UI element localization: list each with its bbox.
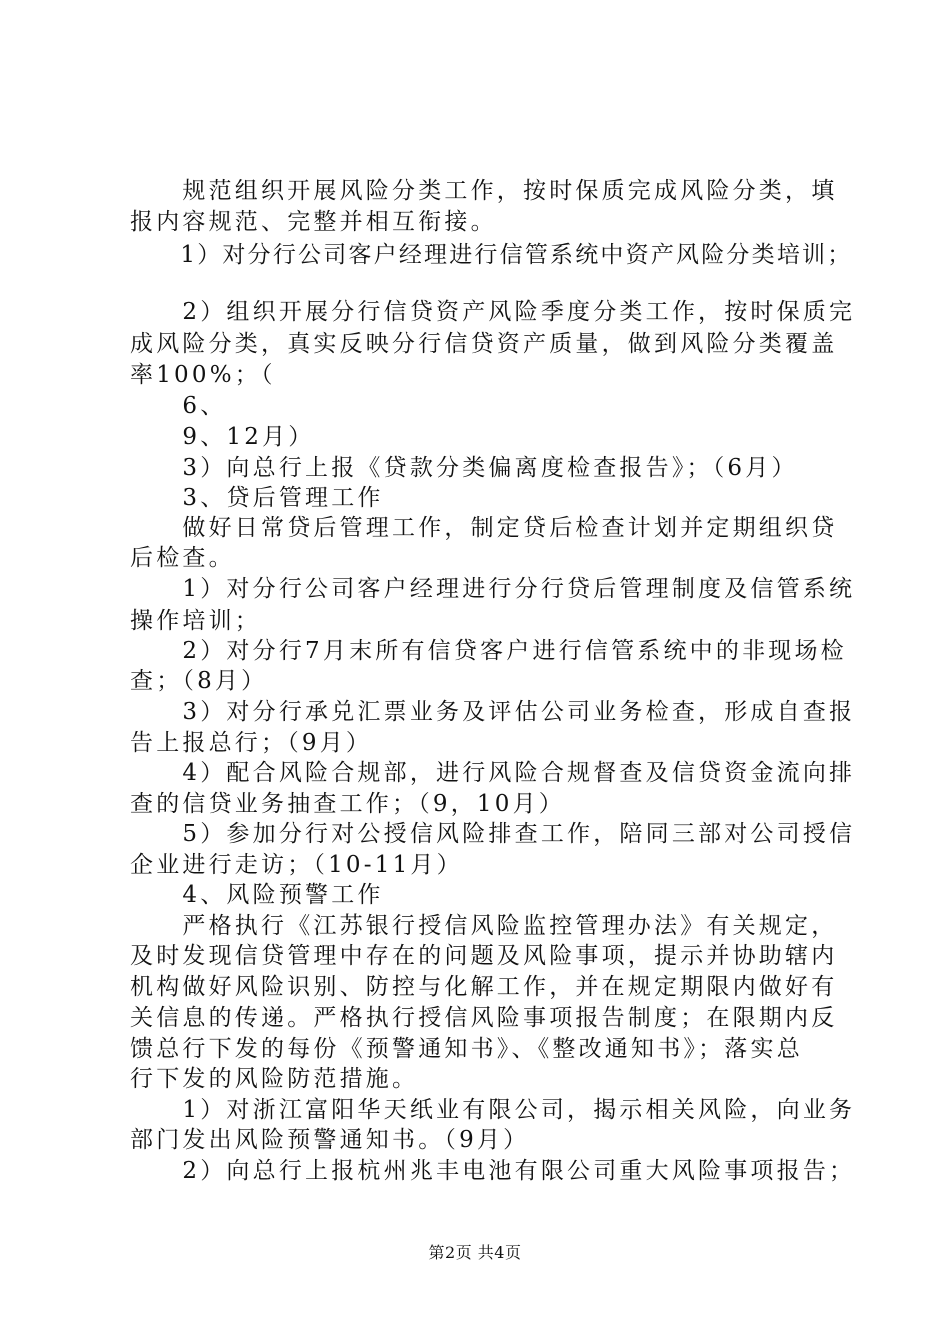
- paragraph-line: 馈总行下发的每份《预警通知书》、《整改通知书》；落实总: [130, 1036, 803, 1062]
- section-heading: 4、风险预警工作: [130, 882, 384, 908]
- paragraph-line: 6、: [130, 393, 227, 419]
- paragraph-line: 查的信贷业务抽查工作；（9，10月）: [130, 791, 565, 817]
- paragraph-line: 规范组织开展风险分类工作，按时保质完成风险分类，填: [130, 178, 838, 204]
- paragraph-line: 1）对分行公司客户经理进行信管系统中资产风险分类培训；: [130, 242, 853, 268]
- paragraph-line: 报内容规范、完整并相互衔接。: [130, 209, 497, 235]
- paragraph-line: 告上报总行；（9月）: [130, 730, 373, 756]
- paragraph-line: 1）对浙江富阳华天纸业有限公司，揭示相关风险，向业务: [130, 1097, 856, 1123]
- paragraph-line: 后检查。: [130, 545, 235, 571]
- paragraph-line: 2）组织开展分行信贷资产风险季度分类工作，按时保质完: [130, 299, 856, 325]
- paragraph-line: 2）向总行上报杭州兆丰电池有限公司重大风险事项报告；: [130, 1158, 856, 1184]
- paragraph-line: 操作培训；: [130, 608, 261, 634]
- paragraph-line: 3）对分行承兑汇票业务及评估公司业务检查，形成自查报: [130, 699, 856, 725]
- paragraph-line: 及时发现信贷管理中存在的问题及风险事项，提示并协助辖内: [130, 943, 838, 969]
- paragraph-line: 2）对分行7月末所有信贷客户进行信管系统中的非现场检: [130, 638, 847, 664]
- page-number-footer: 第2页 共4页: [428, 1243, 522, 1262]
- paragraph-line: 率100%；（: [130, 362, 276, 388]
- paragraph-line: 成风险分类，真实反映分行信贷资产质量，做到风险分类覆盖: [130, 331, 838, 357]
- paragraph-line: 关信息的传递。严格执行授信风险事项报告制度；在限期内反: [130, 1005, 838, 1031]
- paragraph-line: 1）对分行公司客户经理进行分行贷后管理制度及信管系统: [130, 576, 856, 602]
- paragraph-line: 3）向总行上报《贷款分类偏离度检查报告》；（6月）: [130, 455, 798, 481]
- paragraph-line: 查；（8月）: [130, 668, 268, 694]
- paragraph-line: 做好日常贷后管理工作，制定贷后检查计划并定期组织贷: [130, 515, 838, 541]
- paragraph-line: 4）配合风险合规部，进行风险合规督查及信贷资金流向排: [130, 760, 856, 786]
- paragraph-line: 严格执行《江苏银行授信风险监控管理办法》有关规定，: [130, 913, 838, 939]
- paragraph-line: 5）参加分行对公授信风险排查工作，陪同三部对公司授信: [130, 821, 856, 847]
- section-heading: 3、贷后管理工作: [130, 485, 384, 511]
- paragraph-line: 9、12月）: [130, 424, 315, 450]
- paragraph-line: 机构做好风险识别、防控与化解工作，并在规定期限内做好有: [130, 974, 838, 1000]
- paragraph-line: 行下发的风险防范措施。: [130, 1066, 419, 1092]
- paragraph-line: 企业进行走访；（10-11月）: [130, 852, 463, 878]
- paragraph-line: 部门发出风险预警通知书。（9月）: [130, 1127, 530, 1153]
